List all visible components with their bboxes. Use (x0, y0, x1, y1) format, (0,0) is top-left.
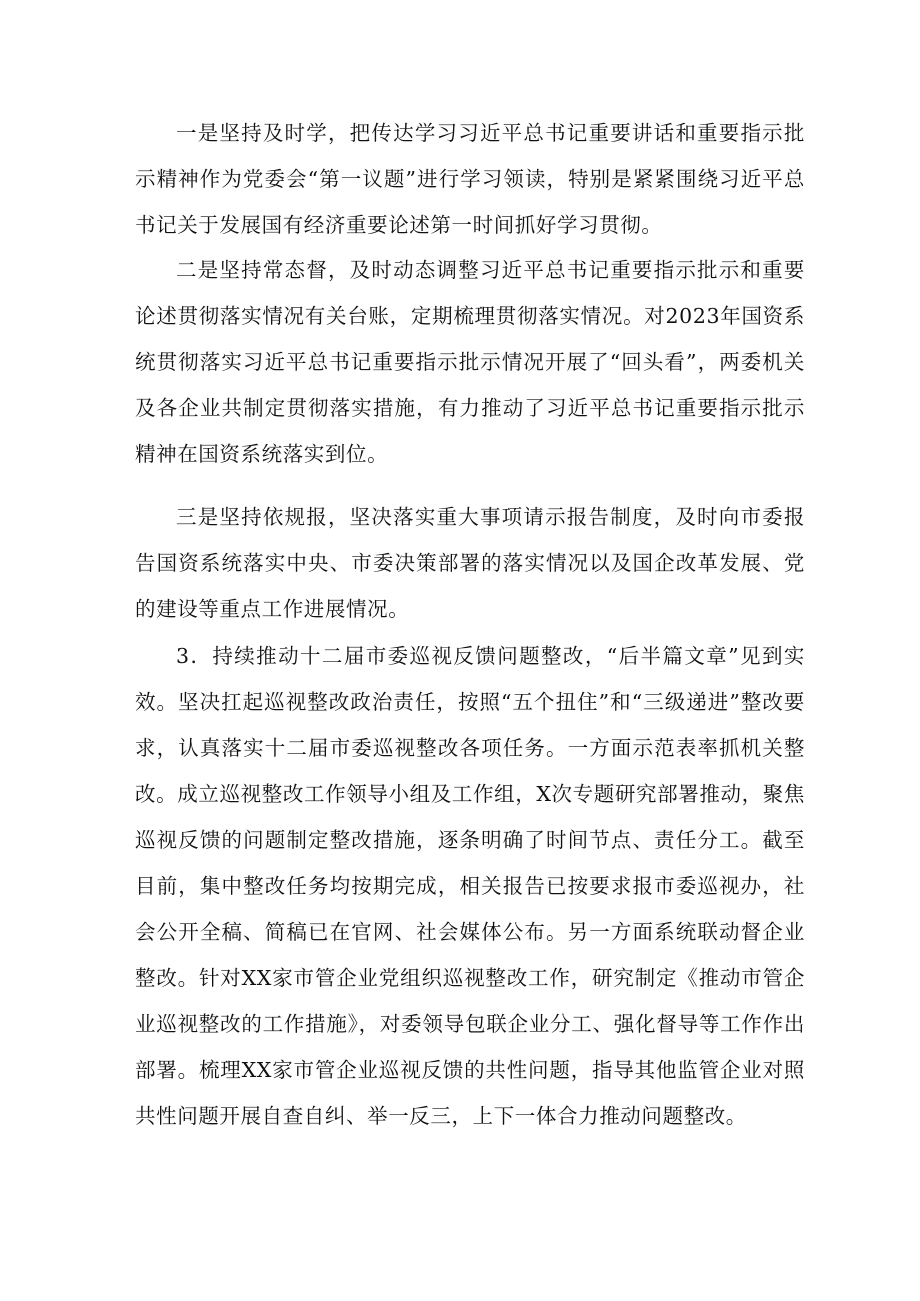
paragraph-3: 三是坚持依规报，坚决落实重大事项请示报告制度，及时向市委报告国资系统落实中央、市委决策部署的落实情况以及国企改革发展、党的建设等重点工作进展情况。 (135, 505, 805, 621)
paragraph-4: 3．持续推动十二届市委巡视反馈问题整改，“后半篇文章”见到实效。坚决扛起巡视整改政治责任，按照“五个扭住”和“三级递进”整改要求，认真落实十二届市委巡视整改各项任务。一方面示范表率抓机关整改。成立巡视整改工作领导小组及工作组，X次专题研究部署推动，聚焦巡视反馈的问题制定整改措施，逐条明确了时间节点、责任分工。截至目前，集中整改任务均按期完成，相关报告已按要求报市委巡视办，社会公开全稿、简稿已在官网、社会媒体公布。另一方面系统联动督企业整改。针对XX家市管企业党组织巡视整改工作，研究制定《推动市管企业巡视整改的工作措施》，对委领导包联企业分工、强化督导等工作作出部署。梳理XX家市管企业巡视反馈的共性问题，指导其他监管企业对照共性问题开展自查自纠、举一反三，上下一体合力推动问题整改。 (135, 644, 805, 1128)
paragraph-2: 二是坚持常态督，及时动态调整习近平总书记重要指示批示和重要论述贯彻落实情况有关台账，定期梳理贯彻落实情况。对2023年国资系统贯彻落实习近平总书记重要指示批示情况开展了“回头看”，两委机关及各企业共制定贯彻落实措施，有力推动了习近平总书记重要指示批示精神在国资系统落实到位。 (135, 258, 805, 466)
paragraph-1: 一是坚持及时学，把传达学习习近平总书记重要讲话和重要指示批示精神作为党委会“第一议题”进行学习领读，特别是紧紧围绕习近平总书记关于发展国有经济重要论述第一时间抓好学习贯彻。 (135, 121, 805, 237)
